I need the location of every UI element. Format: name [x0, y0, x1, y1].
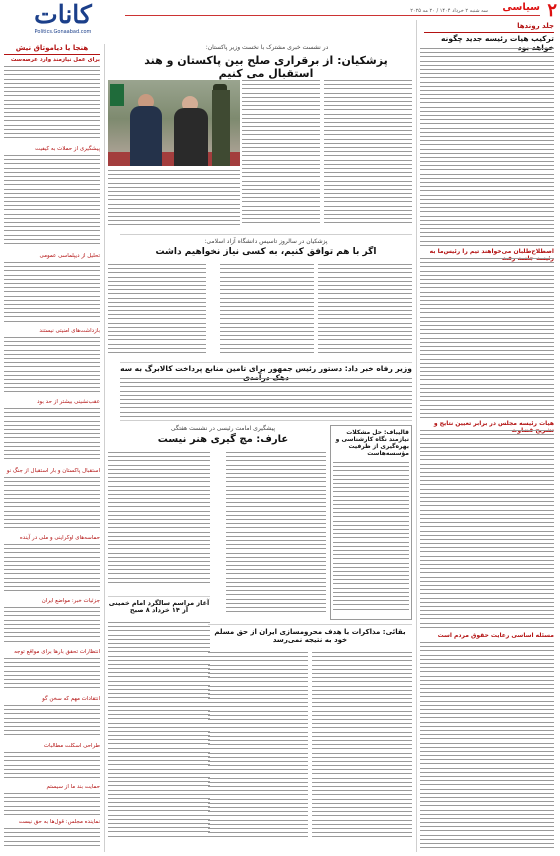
- column-divider-left: [104, 44, 105, 852]
- left-item-6: استقبال پاکستان و بار استقبال از جنگ نو: [6, 468, 100, 474]
- rule-5: [208, 624, 412, 625]
- story-2-headline: اگر با هم توافق کنیم، به کسی نیاز نخواهیم داشت: [155, 247, 377, 257]
- masthead-url: Politics.Gonaabad.com: [34, 29, 92, 35]
- right-column-subhead-1: اصطلاح‌طلبان می‌خواهند تیم را رئیس‌ما به: [429, 248, 554, 255]
- story-2-text-1: [318, 264, 412, 360]
- left-column-head: هنجا یا دیاموتاق نیش: [15, 44, 89, 52]
- story-2-text-2: [220, 264, 314, 360]
- left-item-1: برای عمل نیازمند وارد عرصه‌ست: [10, 57, 100, 63]
- masthead-logo: کانات: [34, 0, 92, 29]
- left-item-7: حماسه‌های اوکراینی و ملی در آینده: [19, 535, 100, 541]
- rule-1: [120, 234, 412, 235]
- left-item-13: نماینده مجلس: قول‌ها به حق نیست: [18, 819, 100, 825]
- left-item-4: بازداشت‌های امنیتی نیستند: [39, 328, 100, 334]
- lead-story-text-1: [324, 80, 412, 230]
- section-title: سیاسی: [502, 2, 540, 13]
- left-text-2: [4, 155, 100, 251]
- masthead: [3, 1, 123, 43]
- lead-story-headline: پزشکیان: از برقراری صلح بین پاکستان و هند استقبال می کنیم: [144, 54, 388, 80]
- story-2-kicker: پزشکیان در سالروز تاسیس دانشگاه آزاد اسلامی:: [204, 238, 328, 245]
- story-6-headline: آغاز مراسم سالگرد امام خمینی از ۱۴ خرداد ۸ صبح: [108, 599, 210, 615]
- story-3-text: [120, 378, 412, 418]
- left-text-6: [4, 477, 100, 533]
- story-4-kicker: پیشگیری امامت رئیسی در نشست هفتگی: [170, 425, 276, 432]
- page-number: ۲: [547, 0, 557, 21]
- left-item-2: پیشگیری از حملات به کیفیت: [35, 146, 100, 152]
- left-item-12: حمایت بند ما از سیستم: [46, 784, 100, 790]
- left-text-9: [4, 658, 100, 694]
- lead-story-text-3: [108, 170, 240, 230]
- lead-story-kicker: در نشست خبری مشترک با نخست وزیر پاکستان:: [205, 44, 329, 51]
- right-column-text-2: [420, 258, 554, 418]
- story-6-text: [108, 622, 210, 850]
- left-text-4: [4, 337, 100, 397]
- right-column-headline: ترکیب هیات رئیسه جدید چگونه: [441, 34, 554, 43]
- right-column-head: جلد روندها: [517, 22, 554, 30]
- story-2-text-3: [108, 264, 206, 360]
- right-head-rule: [424, 32, 554, 33]
- left-text-8: [4, 607, 100, 647]
- left-item-11: طراحی اسکلت مطالبات: [43, 743, 100, 749]
- left-item-5: عقب‌نشینی بیشتر از حد بود: [37, 399, 100, 405]
- story-5-text: [333, 462, 409, 616]
- left-item-3: تحلیل از دیپلماسی عمومی: [39, 253, 100, 259]
- left-item-10: انتقادات مهم که سخن گو: [42, 696, 100, 702]
- header-rule: [125, 15, 540, 16]
- right-column-subhead-3: مسئله اساسی رعایت حقوق مردم است: [437, 632, 554, 639]
- story-5-headline: قالیباف: حل مشکلات نیازمند نگاه کارشناسی و بهره‌گیری از ظرفیت مؤسسه‌هاست: [335, 429, 409, 457]
- story-4-text-2: [108, 452, 210, 592]
- lead-story-text-2: [242, 80, 320, 230]
- left-text-11: [4, 752, 100, 782]
- left-item-8: جزئیات خبر: مواضع ایران: [41, 598, 100, 604]
- right-column-subhead-2: هیات رئیسه مجلس در برابر تعیین نتایج و: [433, 420, 554, 427]
- story-7-text-2: [208, 652, 308, 850]
- left-text-12: [4, 793, 100, 817]
- left-text-5: [4, 408, 100, 466]
- header-dateline: سه شنبه ۲ خرداد ۱۴۰۴ / ۲۰ مه ۲۰۲۵: [410, 8, 488, 14]
- rule-4: [108, 596, 210, 597]
- left-text-10: [4, 705, 100, 741]
- rule-2: [120, 362, 412, 363]
- column-divider-right: [416, 20, 417, 852]
- left-text-7: [4, 544, 100, 596]
- story-4-text-1: [226, 452, 326, 620]
- rule-3: [120, 420, 412, 421]
- left-text-13: [4, 828, 100, 850]
- left-item-9: انتظارات تحقق بارها برای مواقع توجه: [14, 649, 100, 655]
- story-7-headline: بقائی: مذاکرات با هدف محرومسازی ایران از حق مسلم خود به نتیجه نمی‌رسد: [214, 628, 406, 645]
- story-7-text-1: [312, 652, 412, 850]
- right-column-text-3: [420, 430, 554, 630]
- left-text-1: [4, 66, 100, 144]
- left-head-rule: [4, 54, 100, 55]
- story-3-headline: وزیر رفاه خبر داد: دستور رئیس جمهور برای تامین منابع پرداخت کالابرگ به سه: [120, 364, 412, 373]
- story-4-headline: عارف: مچ گیری هنر نیست: [157, 434, 289, 445]
- right-column-text-1: [420, 48, 554, 246]
- right-column-text-4: [420, 642, 554, 850]
- lead-story-photo: [108, 80, 240, 166]
- left-text-3: [4, 262, 100, 326]
